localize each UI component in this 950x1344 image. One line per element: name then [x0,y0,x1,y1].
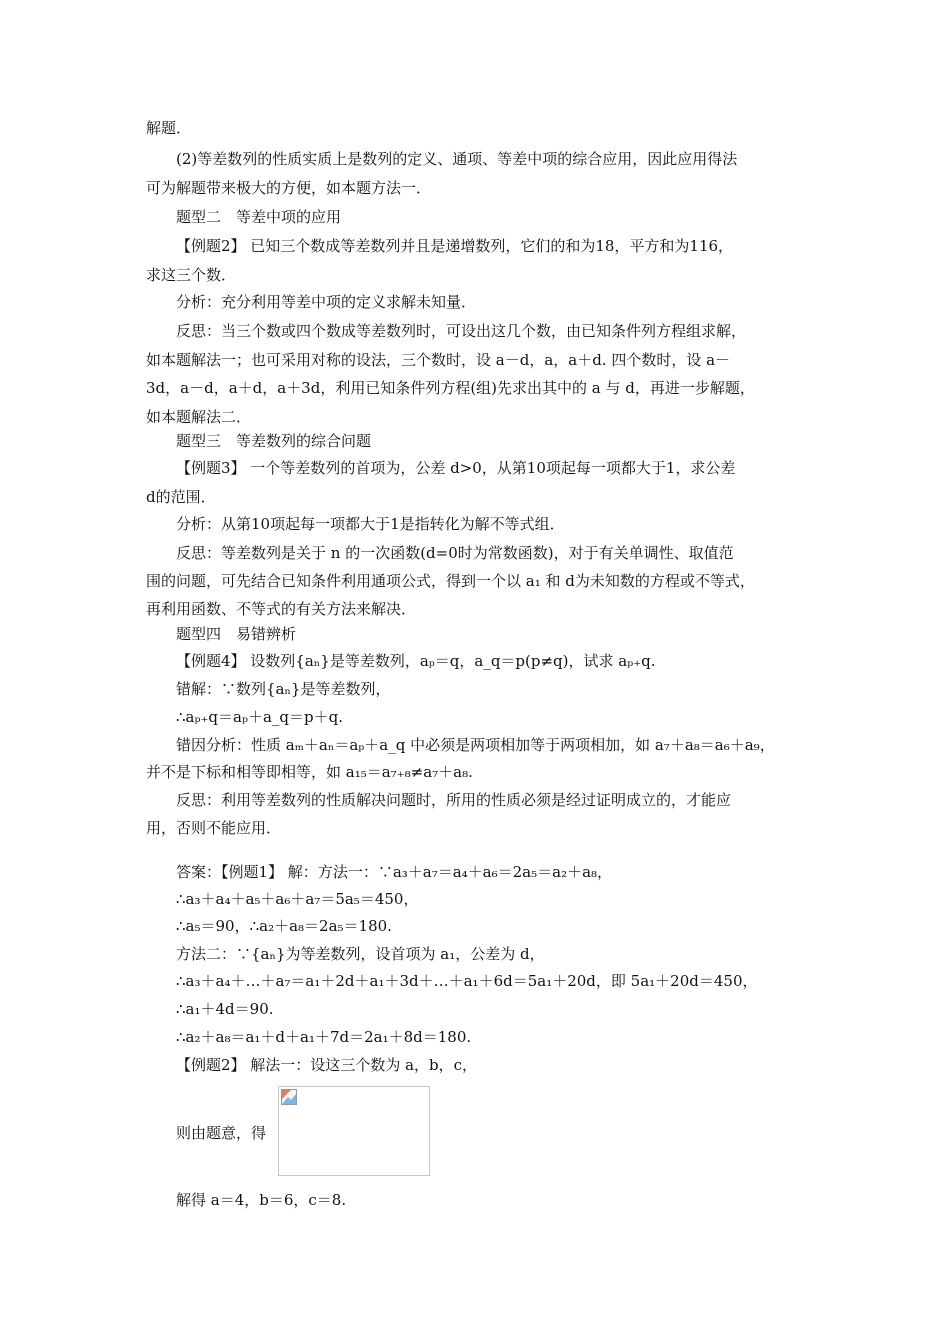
text-line: d的范围． [146,488,216,506]
text-line: 求这三个数． [146,266,237,284]
text-line: 则由题意，得 [176,1124,267,1142]
text-line: ∴aₚ₊q＝aₚ＋a_q＝p＋q. [176,708,343,726]
text-line: 可为解题带来极大的方便，如本题方法一． [146,179,432,197]
answer-line: 答案：【例题1】 解：方法一：∵a₃＋a₇＝a₄＋a₆＝2a₅＝a₂＋a₈， [176,863,613,881]
example-3-prompt: 【例题3】 一个等差数列的首项为，公差 d>0，从第10项起每一项都大于1，求公差 [176,459,736,477]
example-2-solution: 【例题2】 解法一：设这三个数为 a，b，c， [176,1056,478,1074]
text-line: ∴a₃＋a₄＋a₅＋a₆＋a₇＝5a₅＝450， [176,890,419,908]
example-4-prompt: 【例题4】 设数列{aₙ}是等差数列，aₚ＝q，a_q＝p(p≠q)，试求 aₚ₊q. [176,652,656,670]
text-line: ∴a₁＋4d＝90. [176,1000,274,1018]
section-heading: 题型二 等差中项的应用 [176,208,342,226]
broken-image-placeholder [278,1086,430,1176]
section-heading: 题型四 易错辨析 [176,625,297,643]
example-2-prompt: 【例题2】 已知三个数成等差数列并且是递增数列，它们的和为18，平方和为116， [176,237,734,255]
text-line: 再利用函数、不等式的有关方法来解决． [146,600,417,618]
text-line: 用，否则不能应用． [146,819,282,837]
reflection-line: 反思：利用等差数列的性质解决问题时，所用的性质必须是经过证明成立的，才能应 [176,791,732,809]
text-line: ∴a₃＋a₄＋…＋a₇＝a₁＋2d＋a₁＋3d＋…＋a₁＋6d＝5a₁＋20d，即 5a₁＋20d＝450， [176,972,758,990]
text-line: 解得 a＝4，b＝6，c＝8. [176,1191,347,1209]
text-line: 3d，a－d，a＋d，a＋3d，利用已知条件列方程(组)先求出其中的 a 与 d，再进一步解题， [146,379,755,397]
text-line: (2)等差数列的性质实质上是数列的定义、通项、等差中项的综合应用，因此应用得法 [176,150,738,168]
broken-image-icon [281,1089,297,1105]
text-line: 解题． [146,119,192,137]
text-line: 方法二：∵{aₙ}为等差数列，设首项为 a₁，公差为 d， [176,945,545,963]
text-line: 如本题解法二． [146,408,252,426]
analysis-line: 分析：充分利用等差中项的定义求解未知量． [176,293,477,311]
reflection-line: 反思：当三个数或四个数成等差数列时，可设出这几个数，由已知条件列方程组求解， [176,322,747,340]
wrong-solution-line: 错解：∵数列{aₙ}是等差数列， [176,680,391,698]
section-heading: 题型三 等差数列的综合问题 [176,432,372,450]
analysis-line: 分析：从第10项起每一项都大于1是指转化为解不等式组． [176,515,565,533]
text-line: ∴a₅＝90，∴a₂＋a₈＝2a₅＝180. [176,917,392,935]
reflection-line: 反思：等差数列是关于 n 的一次函数(d=0时为常数函数)，对于有关单调性、取值范 [176,544,734,562]
text-line: 并不是下标和相等即相等，如 a₁₅＝a₇₊₈≠a₇＋a₈. [146,763,473,781]
error-analysis-line: 错因分析：性质 aₘ＋aₙ＝aₚ＋a_q 中必须是两项相加等于两项相加，如 a₇＋a₈＝a₆＋a₉， [176,736,775,754]
text-line: 围的问题，可先结合已知条件利用通项公式，得到一个以 a₁ 和 d为未知数的方程或不等式， [146,572,755,590]
text-line: ∴a₂＋a₈＝a₁＋d＋a₁＋7d＝2a₁＋8d＝180. [176,1028,472,1046]
text-line: 如本题解法一；也可采用对称的设法，三个数时，设 a－d，a，a＋d. 四个数时，设 a－ [146,351,731,369]
